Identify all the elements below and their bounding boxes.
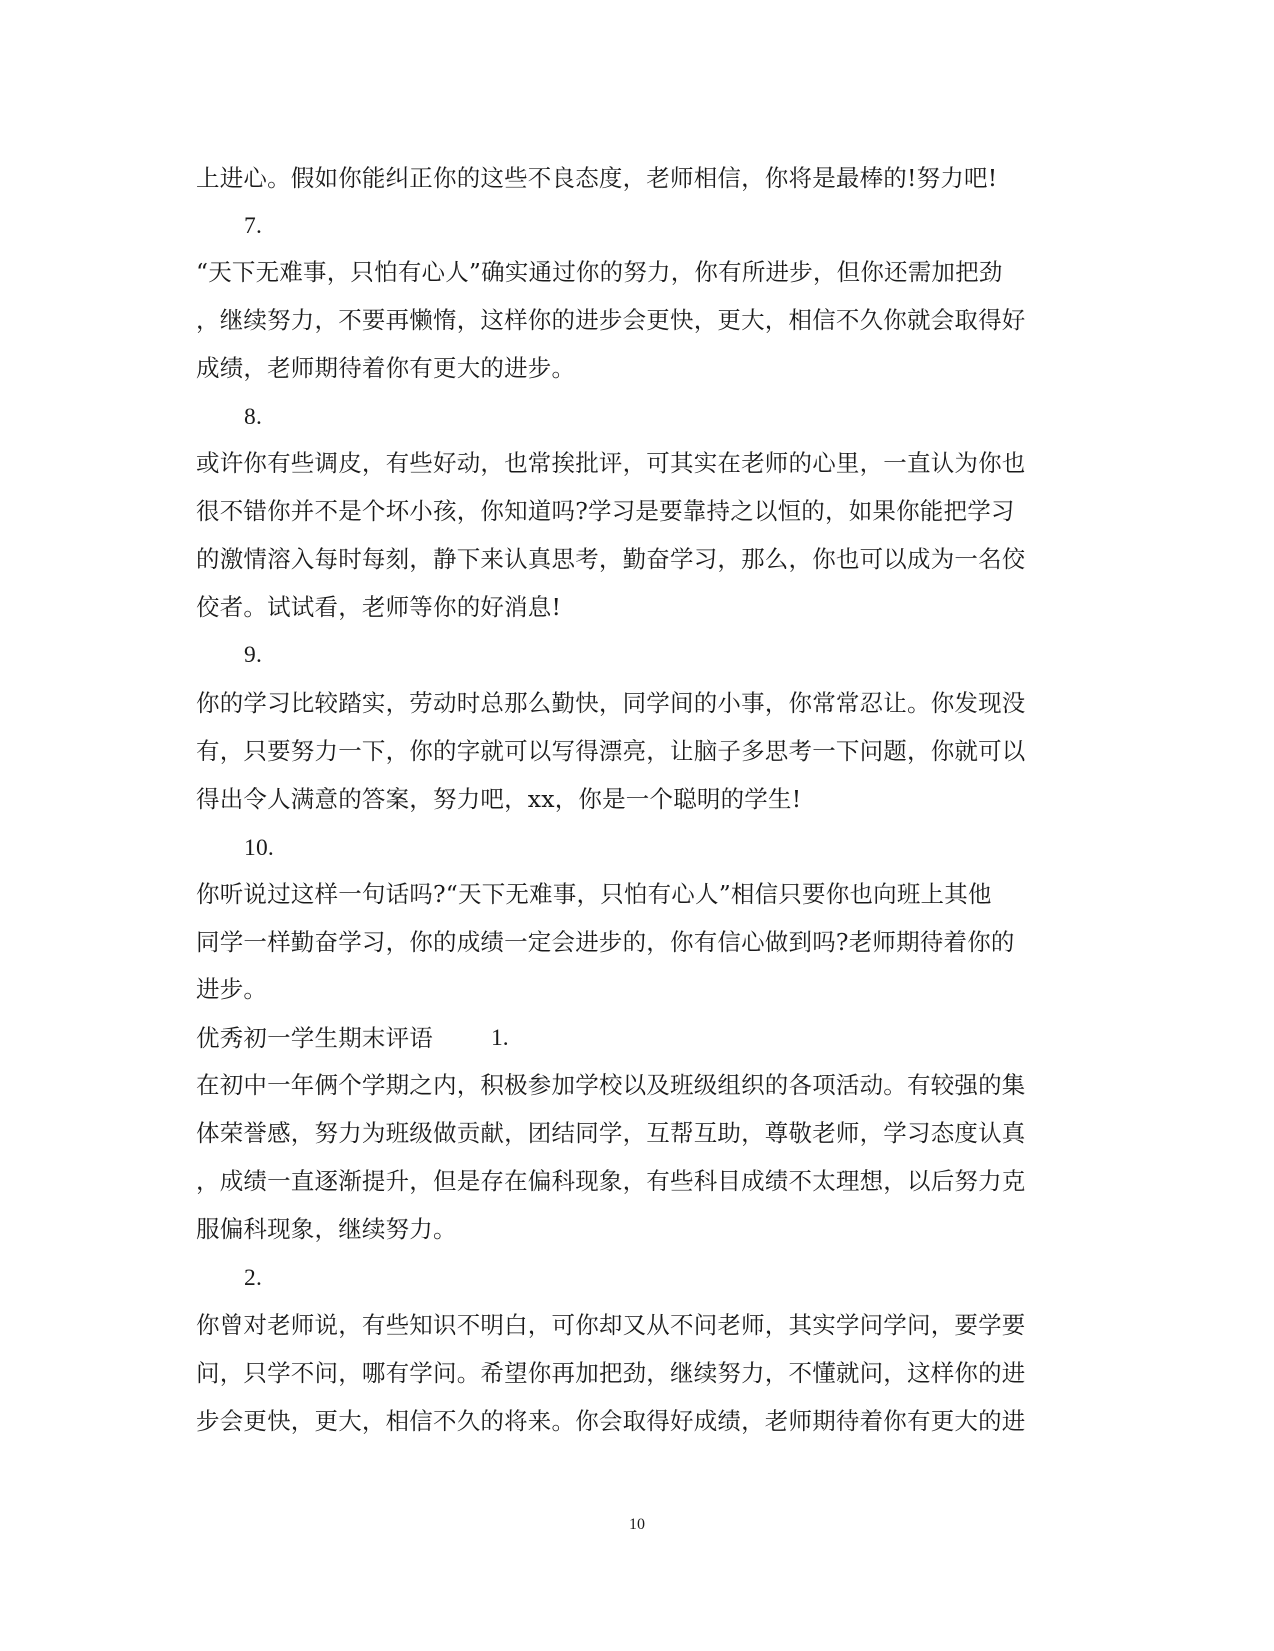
text-line: 上进心。假如你能纠正你的这些不良态度，老师相信，你将是最棒的!努力吧! [196, 164, 998, 192]
text-line: 得出令人满意的答案，努力吧，xx，你是一个聪明的学生! [196, 785, 802, 813]
text-line: 步会更快，更大，相信不久的将来。你会取得好成绩，老师期待着你有更大的进 [196, 1407, 1026, 1435]
text-line: 你曾对老师说，有些知识不明白，可你却又从不问老师，其实学问学问，要学要 [196, 1311, 1026, 1339]
text-line: 服偏科现象，继续努力。 [196, 1215, 457, 1243]
text-line: 进步。 [196, 975, 268, 1003]
text-line: 成绩，老师期待着你有更大的进步。 [196, 354, 576, 382]
text-line: 佼者。试试看，老师等你的好消息! [196, 593, 562, 621]
text-line: 同学一样勤奋学习，你的成绩一定会进步的，你有信心做到吗?老师期待着你的 [196, 928, 1015, 956]
text-line: 你听说过这样一句话吗?“天下无难事，只怕有心人”相信只要你也向班上其他 [196, 880, 992, 908]
text-line: 很不错你并不是个坏小孩，你知道吗?学习是要靠持之以恒的，如果你能把学习 [196, 497, 1015, 525]
item-number: 2. [244, 1265, 263, 1291]
page-number: 10 [629, 1516, 645, 1533]
text-line: 体荣誉感，努力为班级做贡献，团结同学，互帮互助，尊敬老师，学习态度认真 [196, 1119, 1026, 1147]
text-line: “天下无难事，只怕有心人”确实通过你的努力，你有所进步，但你还需加把劲 [196, 258, 1003, 286]
text-line: 的激情溶入每时每刻，静下来认真思考，勤奋学习，那么，你也可以成为一名佼 [196, 545, 1026, 573]
text-line: 有，只要努力一下，你的字就可以写得漂亮，让脑子多思考一下问题，你就可以 [196, 737, 1026, 765]
item-number: 7. [244, 213, 263, 239]
item-number: 8. [244, 404, 263, 430]
section-heading: 优秀初一学生期末评语 [196, 1024, 433, 1052]
item-number: 9. [244, 642, 263, 668]
text-line: ，继续努力，不要再懒惰，这样你的进步会更快，更大，相信不久你就会取得好 [196, 306, 1026, 334]
text-line: 在初中一年俩个学期之内，积极参加学校以及班级组织的各项活动。有较强的集 [196, 1071, 1026, 1099]
text-line: 或许你有些调皮，有些好动，也常挨批评，可其实在老师的心里，一直认为你也 [196, 449, 1026, 477]
text-line: 问，只学不问，哪有学问。希望你再加把劲，继续努力，不懂就问，这样你的进 [196, 1359, 1026, 1387]
item-number: 10. [244, 835, 274, 861]
text-line: 你的学习比较踏实，劳动时总那么勤快，同学间的小事，你常常忍让。你发现没 [196, 689, 1026, 717]
text-line: ，成绩一直逐渐提升，但是存在偏科现象，有些科目成绩不太理想，以后努力克 [196, 1167, 1026, 1195]
item-number: 1. [491, 1025, 509, 1051]
